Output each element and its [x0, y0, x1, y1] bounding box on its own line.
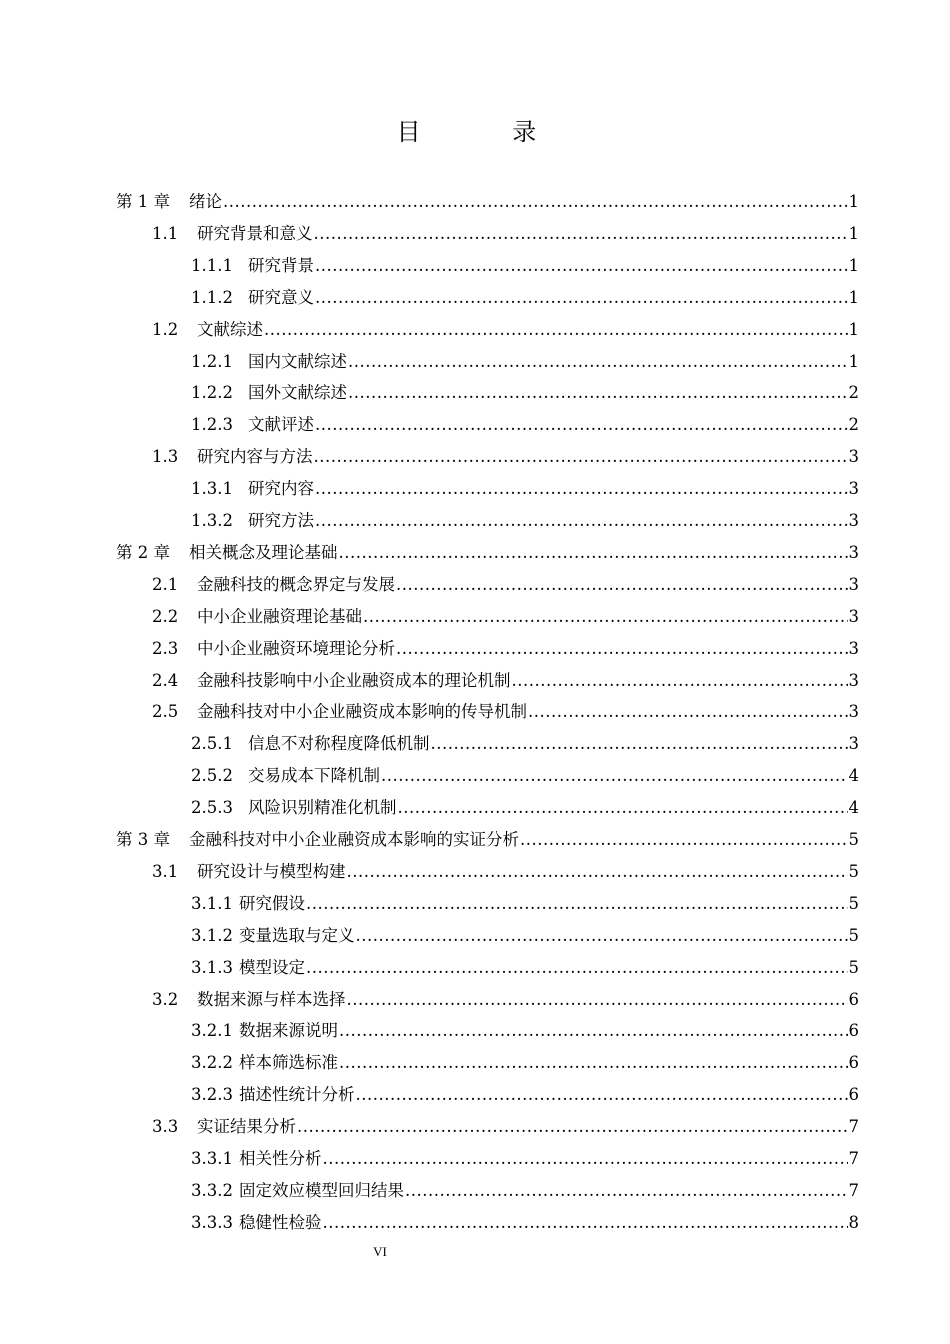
dot-leader — [520, 830, 848, 850]
dot-leader — [306, 894, 848, 914]
toc-entry-title: 变量选取与定义 — [239, 925, 355, 945]
toc-entry[interactable] — [152, 435, 859, 467]
dot-leader — [356, 926, 848, 946]
toc-entry[interactable] — [152, 627, 859, 659]
toc-entry-page: 3 — [848, 542, 859, 562]
toc-entry-page: 3 — [848, 511, 859, 530]
toc-entry-title: 描述性统计分析 — [239, 1085, 355, 1105]
toc-entry-page: 3 — [848, 574, 859, 594]
toc-entry-title: 中小企业融资环境理论分析 — [197, 638, 395, 658]
dot-leader — [223, 192, 848, 212]
dot-leader — [297, 1117, 848, 1137]
toc-entry-title: 金融科技的概念界定与发展 — [197, 574, 395, 594]
toc-entry-title: 研究意义 — [248, 287, 314, 307]
dot-leader — [363, 607, 848, 627]
toc-entry[interactable] — [191, 882, 859, 914]
toc-entry-title: 金融科技对中小企业融资成本影响的传导机制 — [197, 702, 527, 722]
dot-leader — [347, 862, 848, 882]
toc-entry-number: 2.5.1 — [191, 734, 233, 754]
dot-leader — [528, 702, 848, 722]
toc-entry-page: 4 — [848, 798, 859, 818]
toc-entry-title: 样本筛选标准 — [239, 1053, 338, 1073]
toc-entry-number: 1.2.1 — [191, 351, 233, 371]
toc-entry-title: 研究假设 — [239, 893, 305, 913]
toc-entry-title: 研究内容与方法 — [197, 447, 313, 467]
toc-entry[interactable] — [191, 1009, 859, 1041]
toc-entry-number: 3.2.1 — [191, 1021, 233, 1041]
toc-entry-title: 信息不对称程度降低机制 — [248, 734, 430, 754]
toc-entry-page: 3 — [848, 479, 859, 499]
toc-entry-page: 3 — [848, 702, 859, 722]
toc-entry-title: 研究设计与模型构建 — [197, 861, 346, 881]
toc-entry-page: 3 — [848, 734, 859, 754]
dot-leader — [339, 1021, 848, 1041]
toc-entry-page: 1 — [848, 192, 859, 211]
toc-entry-number: 3.2 — [152, 989, 179, 1009]
toc-entry-page: 8 — [848, 1212, 859, 1232]
toc-entry[interactable] — [116, 180, 859, 212]
toc-entry-number: 1.1 — [152, 223, 179, 243]
toc-entry-title: 实证结果分析 — [197, 1117, 296, 1137]
toc-entry-title: 研究背景和意义 — [197, 223, 313, 243]
toc-entry-page: 3 — [848, 638, 859, 658]
toc-entry-page: 1 — [848, 255, 859, 275]
dot-leader — [339, 1053, 848, 1073]
toc-entry-page: 3 — [848, 670, 859, 690]
toc-entry-page: 6 — [848, 1021, 859, 1041]
toc-entry-title: 稳健性检验 — [239, 1212, 322, 1232]
toc-entry[interactable] — [152, 595, 859, 627]
dot-leader — [348, 383, 848, 403]
toc-entry-page: 7 — [848, 1117, 859, 1137]
toc-entry[interactable] — [191, 914, 859, 946]
toc-entry-page: 7 — [848, 1149, 859, 1168]
toc-entry[interactable] — [152, 1105, 859, 1137]
toc-entry-page: 6 — [848, 1053, 859, 1073]
toc-entry[interactable] — [152, 978, 859, 1010]
toc-entry[interactable] — [191, 371, 859, 403]
dot-leader — [315, 511, 848, 531]
toc-entry-page: 1 — [848, 287, 859, 307]
toc-entry[interactable] — [116, 818, 859, 850]
toc-entry-title: 研究背景 — [248, 255, 314, 275]
toc-entry-number: 2.3 — [152, 638, 179, 658]
toc-entry[interactable] — [191, 403, 859, 435]
dot-leader — [356, 1085, 848, 1105]
toc-entry-page: 5 — [848, 861, 859, 881]
toc-entry-page: 5 — [848, 893, 859, 913]
toc-entry-title: 研究方法 — [248, 511, 314, 530]
toc-entry-title: 国内文献综述 — [248, 351, 347, 371]
toc-entry-number: 第 2 章 — [116, 542, 170, 562]
toc-entry[interactable] — [152, 308, 859, 340]
toc-entry-number: 1.1.2 — [191, 287, 233, 307]
dot-leader — [398, 798, 848, 818]
toc-entry[interactable] — [191, 1137, 859, 1169]
toc-entry-title: 金融科技影响中小企业融资成本的理论机制 — [197, 670, 511, 690]
toc-entry[interactable] — [116, 531, 859, 563]
toc-entry-number: 1.1.1 — [191, 255, 233, 275]
toc-entry[interactable] — [191, 276, 859, 308]
toc-entry-number: 1.2.2 — [191, 383, 233, 403]
toc-entry[interactable] — [191, 786, 859, 818]
dot-leader — [405, 1181, 848, 1201]
toc-entry-title: 风险识别精准化机制 — [248, 798, 397, 818]
toc-entry[interactable] — [191, 244, 859, 276]
toc-entry-number: 3.2.2 — [191, 1053, 233, 1073]
toc-entry-number: 第 1 章 — [116, 192, 170, 211]
toc-entry-title: 固定效应模型回归结果 — [239, 1180, 404, 1200]
toc-entry-page: 6 — [848, 989, 859, 1009]
toc-entry-number: 2.2 — [152, 606, 179, 626]
toc-entry[interactable] — [191, 722, 859, 754]
toc-entry-number: 1.3.1 — [191, 479, 233, 499]
dot-leader — [348, 352, 848, 372]
toc-entry-title: 相关性分析 — [239, 1149, 322, 1168]
toc-entry-page: 7 — [848, 1180, 859, 1200]
toc-entry-page: 2 — [848, 383, 859, 403]
toc-entry-page: 3 — [848, 606, 859, 626]
dot-leader — [381, 766, 848, 786]
toc-entry-number: 2.4 — [152, 670, 179, 690]
toc-entry-title: 模型设定 — [239, 957, 305, 977]
page-number: VI — [373, 1244, 387, 1259]
dot-leader — [347, 990, 848, 1010]
toc-entry-number: 3.3 — [152, 1117, 179, 1137]
dot-leader — [315, 256, 848, 276]
toc-entry[interactable] — [191, 1041, 859, 1073]
toc-entry-number: 第 3 章 — [116, 830, 170, 849]
dot-leader — [264, 320, 848, 340]
toc-entry-number: 3.1.2 — [191, 925, 233, 945]
toc-entry-number: 3.3.3 — [191, 1212, 233, 1232]
toc-entry-title: 文献评述 — [248, 415, 314, 435]
toc-entry-number: 3.1 — [152, 861, 179, 881]
toc-entry[interactable] — [152, 850, 859, 882]
dot-leader — [323, 1149, 848, 1169]
toc-entry[interactable] — [152, 690, 859, 722]
toc-entry[interactable] — [152, 212, 859, 244]
dot-leader — [314, 224, 848, 244]
toc-entry-number: 3.1.1 — [191, 893, 233, 913]
toc-entry-number: 3.1.3 — [191, 957, 233, 977]
toc-entry-title: 相关概念及理论基础 — [189, 542, 338, 562]
toc-entry[interactable] — [152, 659, 859, 691]
toc-entry-title: 绪论 — [189, 192, 222, 211]
toc-entry[interactable] — [191, 467, 859, 499]
dot-leader — [323, 1213, 848, 1233]
dot-leader — [396, 575, 848, 595]
toc-entry-number: 2.5.3 — [191, 798, 233, 818]
dot-leader — [314, 447, 848, 467]
toc-entry-page: 2 — [848, 415, 859, 435]
toc-entry-page: 1 — [848, 223, 859, 243]
toc-entry-number: 1.2 — [152, 319, 179, 339]
toc-entry[interactable] — [191, 1073, 859, 1105]
toc-entry[interactable] — [191, 946, 859, 978]
toc-entry[interactable] — [191, 1201, 859, 1233]
toc-entry-title: 国外文献综述 — [248, 383, 347, 403]
toc-entry-page: 5 — [848, 957, 859, 977]
toc-entry-number: 1.3 — [152, 447, 179, 467]
toc-entry-page: 1 — [848, 319, 859, 339]
toc-entry-title: 文献综述 — [197, 319, 263, 339]
toc-entry-page: 3 — [848, 447, 859, 467]
toc-entry-title: 研究内容 — [248, 479, 314, 499]
toc-entry-number: 2.5 — [152, 702, 179, 722]
toc-entry-page: 5 — [848, 830, 859, 849]
dot-leader — [431, 734, 848, 754]
toc-entry-number: 2.1 — [152, 574, 179, 594]
toc-entry[interactable] — [191, 1169, 859, 1201]
toc-entry[interactable] — [191, 499, 859, 531]
toc-entry-number: 1.2.3 — [191, 415, 233, 435]
toc-entry-number: 3.3.1 — [191, 1149, 233, 1168]
toc-entry-number: 3.3.2 — [191, 1180, 233, 1200]
toc-entry-title: 数据来源说明 — [239, 1021, 338, 1041]
toc-entry-number: 2.5.2 — [191, 766, 233, 786]
toc-entry-page: 5 — [848, 925, 859, 945]
dot-leader — [512, 671, 848, 691]
toc-entry-number: 3.2.3 — [191, 1085, 233, 1105]
dot-leader — [339, 543, 848, 563]
toc-entry-number: 1.3.2 — [191, 511, 233, 530]
dot-leader — [396, 639, 848, 659]
page-title: 目 录 — [396, 118, 579, 146]
dot-leader — [315, 288, 848, 308]
toc-entry[interactable] — [152, 563, 859, 595]
dot-leader — [306, 958, 848, 978]
toc-entry[interactable] — [191, 340, 859, 372]
toc-entry-title: 交易成本下降机制 — [248, 766, 380, 786]
toc-entry-page: 1 — [848, 351, 859, 371]
toc-entry-title: 金融科技对中小企业融资成本影响的实证分析 — [189, 830, 519, 849]
dot-leader — [315, 415, 848, 435]
toc-entry[interactable] — [191, 754, 859, 786]
toc-entry-title: 中小企业融资理论基础 — [197, 606, 362, 626]
toc-entry-title: 数据来源与样本选择 — [197, 989, 346, 1009]
dot-leader — [315, 479, 848, 499]
toc-entry-page: 6 — [848, 1085, 859, 1105]
toc-entry-page: 4 — [848, 766, 859, 786]
